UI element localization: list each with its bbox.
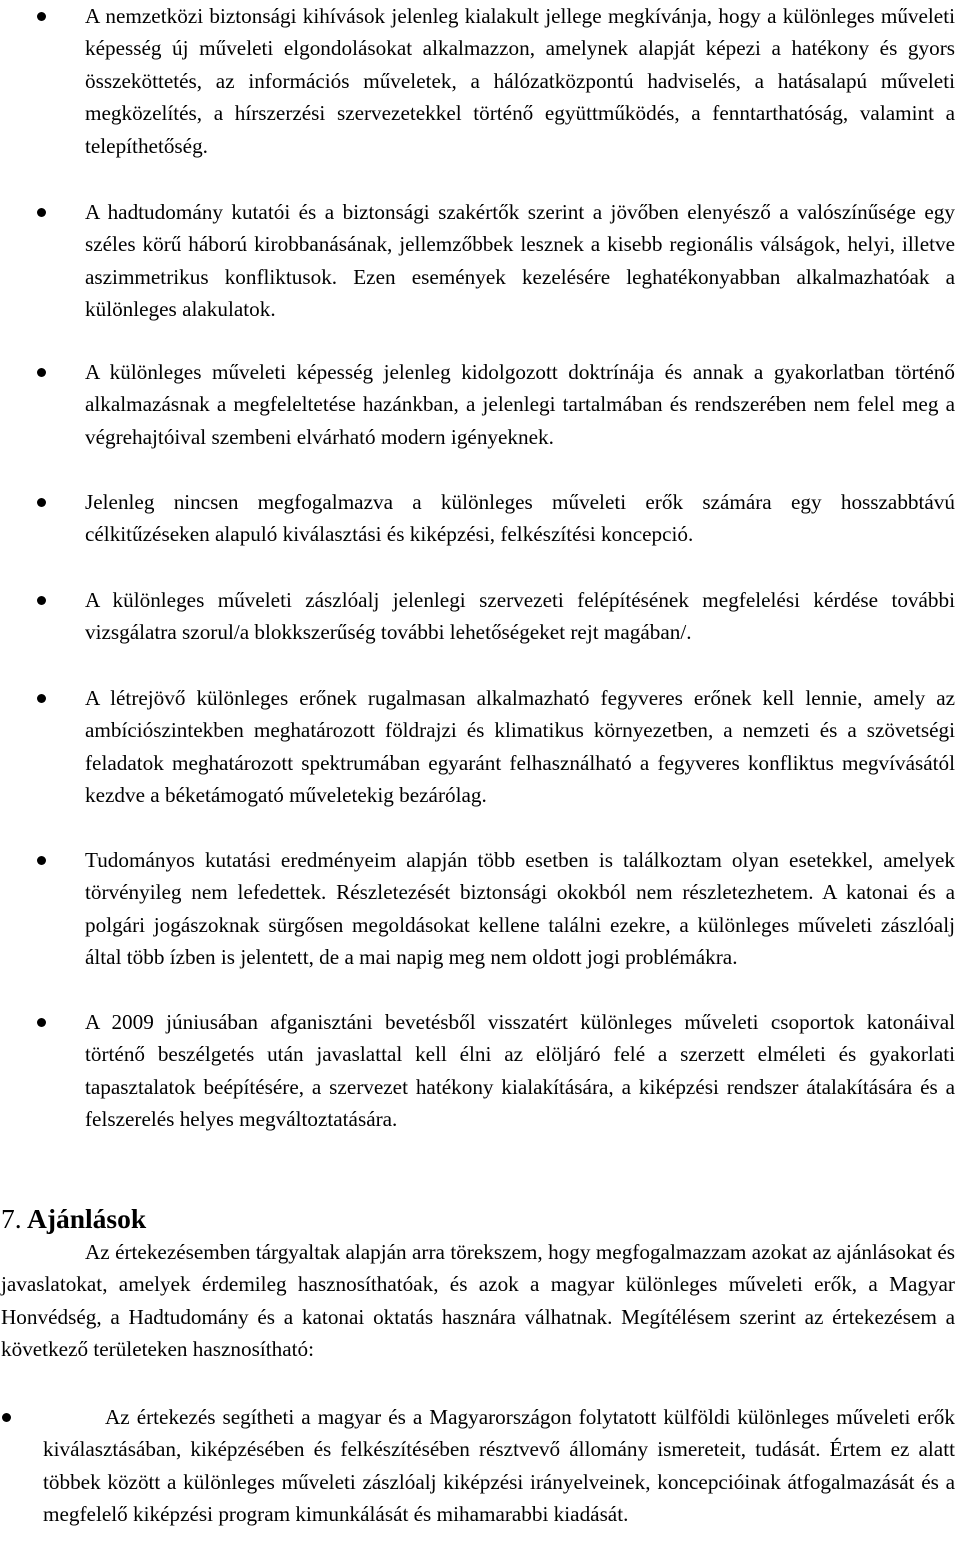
list-item-text: Jelenleg nincsen megfogalmazva a különleges műveleti erők számára egy hosszabbtávú célkitűzéseken alapuló kiválasztási és kiképzési, felkészítési koncepció. (85, 490, 955, 547)
section-number: 7. (1, 1203, 22, 1234)
list-item-text: Tudományos kutatási eredményeim alapján több esetben is találkoztam olyan esetekkel, amelyek törvényileg nem lefedettek. Részletezését biztonsági okokból nem részletezhetem. A katonai és a polgári jogászoknak sürgősen megoldásokat kellene találni ezekre, a különleges műveleti zászlóalj által több ízben is jelentett, de a mai napig meg nem oldott jogi problémákra. (85, 848, 955, 970)
recommendation-text: Az értekezés segítheti a magyar és a Magyarországon folytatott külföldi különleges műveleti erők kiválasztásában, kiképzésében és felkészítésében résztvevő állomány ismereteit, tudását. Értem ez alatt többek között a különleges műveleti zászlóalj kiképzési irányelveinek, koncepcióinak átfogalmazását és a megfelelő kiképzési program kimunkálását és mihamarabbi kiadását. (43, 1405, 955, 1527)
list-item-text: A különleges műveleti képesség jelenleg kidolgozott doktrínája és annak a gyakorlatban történő alkalmazásnak a megfeleltetése hazánkban, a jelenlegi tartalmában és rendszerében nem felel meg a végrehajtóival szembeni elvárható modern igényeknek. (85, 360, 955, 449)
bullet-icon (37, 12, 46, 21)
bullet-icon (37, 596, 46, 605)
list-item-text: A létrejövő különleges erőnek rugalmasan alkalmazható fegyveres erőnek kell lennie, amely az ambíciószintekben meghatározott földrajzi és klimatikus környezetben, a nemzeti és a szövetségi feladatok meghatározott spektrumában egyaránt felhasználható a fegyveres konfliktus megvívásától kezdve a béketámogató műveletekig bezárólag. (85, 686, 955, 808)
list-item-text: A 2009 júniusában afganisztáni bevetésből visszatért különleges műveleti csoportok katonáival történő beszélgetés után javaslattal kell élni az elöljáró felé a szerzett elméleti és gyakorlati tapasztalatok beépítésére, a szervezet hatékony kialakítására, a kiképzési rendszer átalakítására és a felszerelés helyes megváltoztatására. (85, 1010, 955, 1132)
bullet-icon (37, 856, 46, 865)
list-item-text: A hadtudomány kutatói és a biztonsági szakértők szerint a jövőben elenyésző a valószínűsége egy széles körű háború kirobbanásának, jellemzőbbek lesznek a kisebb regionális válságok, helyi, illetve aszimmetrikus konfliktusok. Ezen események kezelésére leghatékonyabban alkalmazhatóak a különleges alakulatok. (85, 200, 955, 322)
bullet-icon (37, 368, 46, 377)
list-item-text: A különleges műveleti zászlóalj jelenlegi szervezeti felépítésének megfelelési kérdése további vizsgálatra szorul/a blokkszerűség további lehetőségeket rejt magában/. (85, 588, 955, 645)
bullet-icon (2, 1413, 11, 1422)
section-title: Ajánlások (26, 1203, 147, 1234)
bullet-icon (37, 498, 46, 507)
bullet-icon (37, 1018, 46, 1027)
section-heading (1, 1201, 146, 1237)
list-item-text: A nemzetközi biztonsági kihívások jelenleg kialakult jellege megkívánja, hogy a különleges műveleti képesség új műveleti elgondolásokat alkalmazzon, amelynek alapját képezi a hatékony és gyors összeköttetés, az információs műveletek, a hálózatközpontú hadviselés, a hatásalapú műveleti megközelítés, a hírszerzési szervezetekkel történő együttműködés, a fenntarthatóság, valamint a telepíthetőség. (85, 4, 955, 158)
bullet-icon (37, 694, 46, 703)
section-intro: Az értekezésemben tárgyaltak alapján arra törekszem, hogy megfogalmazzam azokat az ajánlásokat és javaslatokat, amelyek érdemileg hasznosíthatóak, és azok a magyar különleges műveleti erők, a Magyar Honvédség, a Hadtudomány és a katonai oktatás hasznára válhatnak. Megítélésem szerint az értekezésem a következő területeken hasznosítható: (1, 1240, 955, 1362)
bullet-icon (37, 208, 46, 217)
